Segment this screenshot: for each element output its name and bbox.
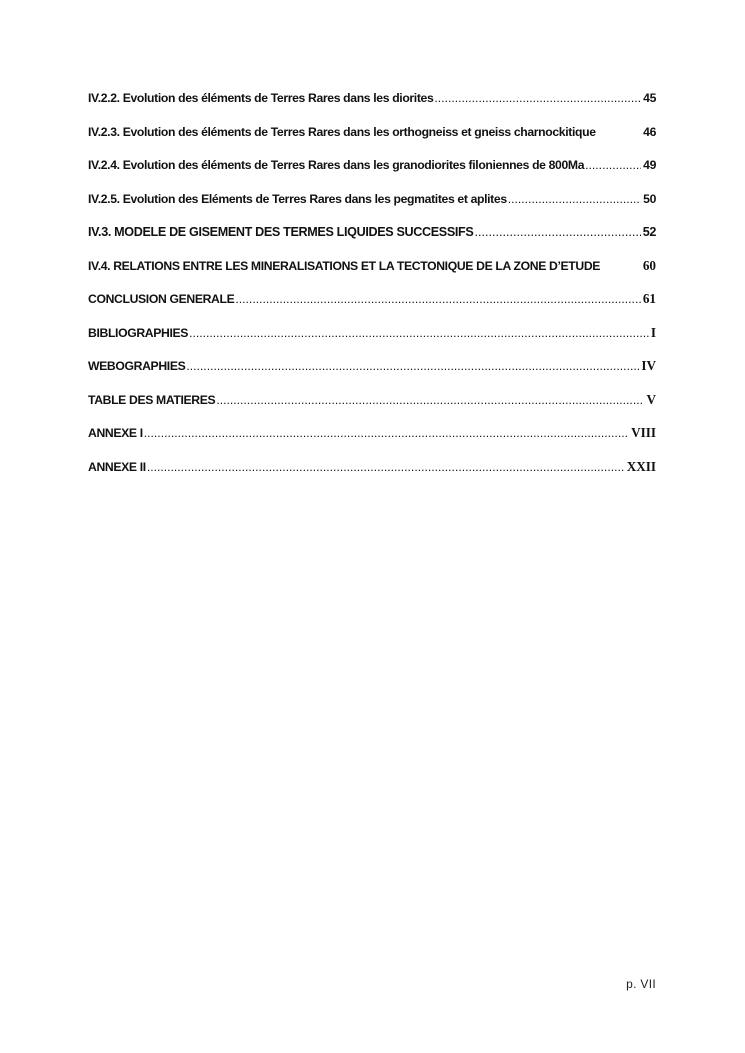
page-number: p. VII — [626, 977, 656, 991]
dot-leader — [147, 454, 625, 480]
toc-entry-page: 46 — [643, 124, 656, 139]
toc-entry[interactable] — [88, 219, 656, 253]
toc-entry-page: XXII — [626, 458, 656, 474]
dot-leader — [144, 420, 629, 446]
dot-leader — [189, 320, 649, 346]
toc-entry-page: 60 — [642, 257, 656, 273]
dot-leader — [235, 286, 640, 312]
toc-entry[interactable] — [88, 253, 656, 287]
toc-entry-label: ANNEXE I — [88, 426, 143, 440]
toc-entry[interactable] — [88, 420, 656, 454]
toc-entry[interactable] — [88, 186, 656, 220]
toc-entry-page: 61 — [642, 291, 656, 306]
toc-entry[interactable] — [88, 454, 656, 488]
toc-entry-page: 49 — [643, 158, 656, 172]
dot-leader — [508, 186, 641, 212]
toc-entry-page: 45 — [643, 91, 656, 105]
dot-leader — [434, 85, 641, 111]
toc-entry-label: TABLE DES MATIERES — [88, 392, 216, 407]
dot-leader — [585, 152, 641, 178]
toc-entry-page: VIII — [631, 425, 656, 440]
toc-entry[interactable] — [88, 119, 656, 153]
toc-entry[interactable] — [88, 353, 656, 387]
toc-entry-label: ANNEXE II — [88, 459, 146, 474]
toc-entry[interactable] — [88, 85, 656, 119]
toc-entry[interactable] — [88, 320, 656, 354]
toc-entry-page: 50 — [643, 191, 656, 206]
toc-entry-page: I — [650, 324, 656, 340]
toc-entry-page: V — [646, 391, 656, 407]
toc-entry-label: IV.2.5. Evolution des Eléments de Terres Rares dans les pegmatites et aplites — [88, 191, 507, 206]
toc-entry-label: IV.2.4. Evolution des éléments de Terres Rares dans les granodiorites filoniennes de 800Ma — [88, 158, 585, 172]
toc-entry[interactable] — [88, 387, 656, 421]
toc-entry-page: 52 — [642, 225, 656, 239]
toc-entry-label: IV.2.3. Evolution des éléments de Terres Rares dans les orthogneiss et gneiss charnockitique — [88, 124, 596, 139]
toc-entry-label: IV.2.2. Evolution des éléments de Terres Rares dans les diorites — [88, 91, 434, 105]
toc-entry-label: WEBOGRAPHIES — [88, 359, 186, 373]
toc-entry-label: CONCLUSION GENERALE — [88, 292, 235, 306]
dot-leader — [216, 387, 644, 413]
toc-entry-label: IV.4. RELATIONS ENTRE LES MINERALISATIONS ET LA TECTONIQUE DE LA ZONE D’ETUDE — [88, 258, 601, 273]
toc-entry-page: IV — [641, 358, 656, 373]
toc-entry-label: IV.3. MODELE DE GISEMENT DES TERMES LIQUIDES SUCCESSIFS — [88, 225, 474, 239]
dot-leader — [186, 353, 639, 379]
toc-entry[interactable] — [88, 286, 656, 320]
dot-leader — [474, 219, 640, 245]
toc-entry[interactable] — [88, 152, 656, 186]
table-of-contents — [88, 85, 656, 487]
toc-entry-label: BIBLIOGRAPHIES — [88, 325, 189, 340]
